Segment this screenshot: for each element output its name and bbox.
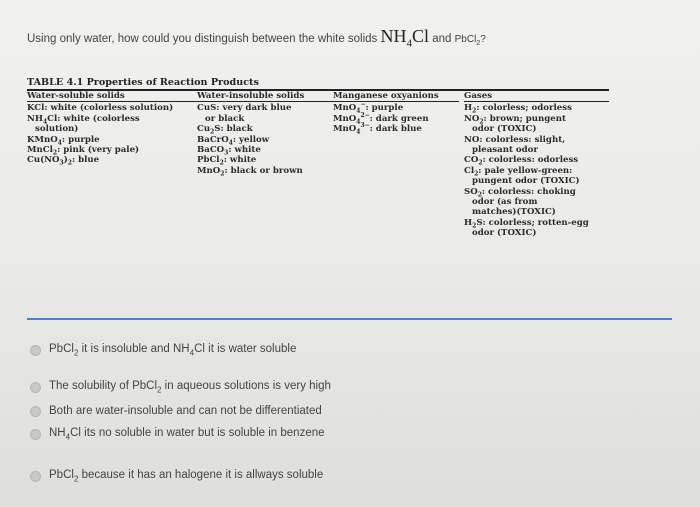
formula-nh4cl: $NH_4Cl$ [380,26,430,50]
option-label: The solubility of PbCl$_2$ in aqueous solutions is very high [49,379,331,395]
divider-line [27,318,672,320]
column-water-insoluble: Water-insoluble solids CuS: very dark blue or black $Cu_2S$: black BaCrO$_4$: yellow BaCO$_3$: white PbCl$_2$: white MnO$_2$: black or brown [197,91,333,176]
radio-button[interactable] [30,382,41,393]
answer-option-3[interactable] [30,401,322,421]
option-label: PbCl$_2$ because it has an halogene it is allways soluble [49,468,324,484]
formula-pbcl2: PbCl$_2$? [454,34,486,47]
column-gases: Gases $H_2$: colorless; odorless $NO_2$: brown; pungent odor (TOXIC) NO: colorless: slight, pleasant odor $CO_2$: colorless: odorless $Cl_2$: pale yellow-green: pungent odor (TOXIC) $SO_2$: colorless: choking odor (as from matches)(TOXIC) $H_2S$: colorless; rotten-egg odor (TOXIC) [464,91,609,239]
properties-table [27,89,609,321]
column-manganese-oxyanions: Manganese oxyanions MnO$_4$−: purple MnO$_4^{2-}$: dark green MnO$_4^{3-}$: dark blue [333,91,459,135]
option-label: Both are water-insoluble and can not be differentiated [49,405,322,417]
option-label: PbCl$_2$ it is insoluble and $NH_4Cl$ it is water soluble [49,342,297,358]
option-label: $NH_4Cl$ its no soluble in water but is soluble in benzene [49,426,325,442]
radio-button[interactable] [30,471,41,482]
answer-option-2[interactable] [30,377,331,397]
table-title: TABLE 4.1 Properties of Reaction Products [27,77,259,88]
header-water-soluble: Water-soluble solids [27,91,197,102]
header-gases: Gases [464,91,609,102]
header-water-insoluble: Water-insoluble solids [197,91,333,102]
question-text: Using only water, how could you distinguish between the white solids $NH_4Cl$ and PbCl$_2$? [27,26,486,50]
answer-option-5[interactable] [30,466,323,486]
answer-option-1[interactable] [30,340,296,360]
answer-option-4[interactable] [30,424,325,444]
column-water-soluble: Water-soluble solids KCl: white (colorless solution) $NH_4Cl$: white (colorless solution) KMnO$_4$: purple MnCl$_2$: pink (very pale) $Cu(NO_3)_2$: blue [27,91,197,166]
radio-button[interactable] [30,345,41,356]
header-manganese-oxyanions: Manganese oxyanions [333,91,459,102]
radio-button[interactable] [30,429,41,440]
radio-button[interactable] [30,406,41,417]
